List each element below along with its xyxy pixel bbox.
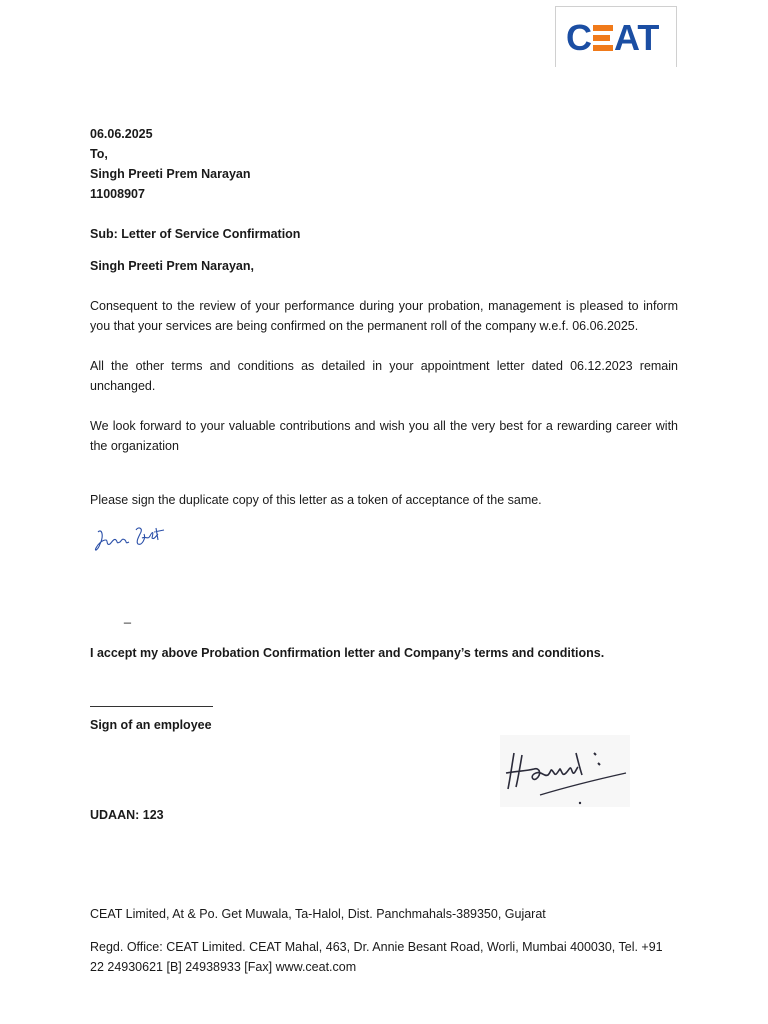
logo-wordmark <box>566 17 660 58</box>
logo-e-bars <box>593 25 613 51</box>
authority-signature <box>92 522 170 558</box>
logo-letter-c: C <box>566 17 592 58</box>
paragraph-sign-request: Please sign the duplicate copy of this letter as a token of acceptance of the same. <box>90 493 542 507</box>
blank-dash: _ <box>124 610 131 624</box>
recipient-name: Singh Preeti Prem Narayan <box>90 167 251 181</box>
footer-address: CEAT Limited, At & Po. Get Muwala, Ta-Halol, Dist. Panchmahals-389350, Gujarat <box>90 907 546 921</box>
employee-signature <box>500 735 630 807</box>
logo-letters-at: AT <box>614 17 660 58</box>
employee-id: 11008907 <box>90 187 145 201</box>
footer-regd-office: Regd. Office: CEAT Limited. CEAT Mahal, 463, Dr. Annie Besant Road, Worli, Mumbai 400030, Tel. +91 22 24930621 [B] 24938933 [Fax] www.ceat.com <box>90 940 663 974</box>
letter-to: To, <box>90 147 108 161</box>
letter-subject: Sub: Letter of Service Confirmation <box>90 227 301 241</box>
letter-salutation: Singh Preeti Prem Narayan, <box>90 259 254 273</box>
paragraph-wishes: We look forward to your valuable contributions and wish you all the very best for a rewarding career with the organization <box>90 419 678 453</box>
employee-sign-label: Sign of an employee <box>90 718 212 732</box>
ceat-logo <box>555 6 677 67</box>
paragraph-terms: All the other terms and conditions as detailed in your appointment letter dated 06.12.2023 remain unchanged. <box>90 359 678 393</box>
paragraph-confirmation: Consequent to the review of your performance during your probation, management is pleased to inform you that your services are being confirmed on the permanent roll of the company w.e.f. 06.06.2025. <box>90 299 678 333</box>
acceptance-statement: I accept my above Probation Confirmation letter and Company’s terms and conditions. <box>90 646 605 660</box>
letter-date: 06.06.2025 <box>90 127 153 141</box>
udaan-reference: UDAAN: 123 <box>90 808 164 822</box>
employee-signature-line <box>90 694 213 707</box>
